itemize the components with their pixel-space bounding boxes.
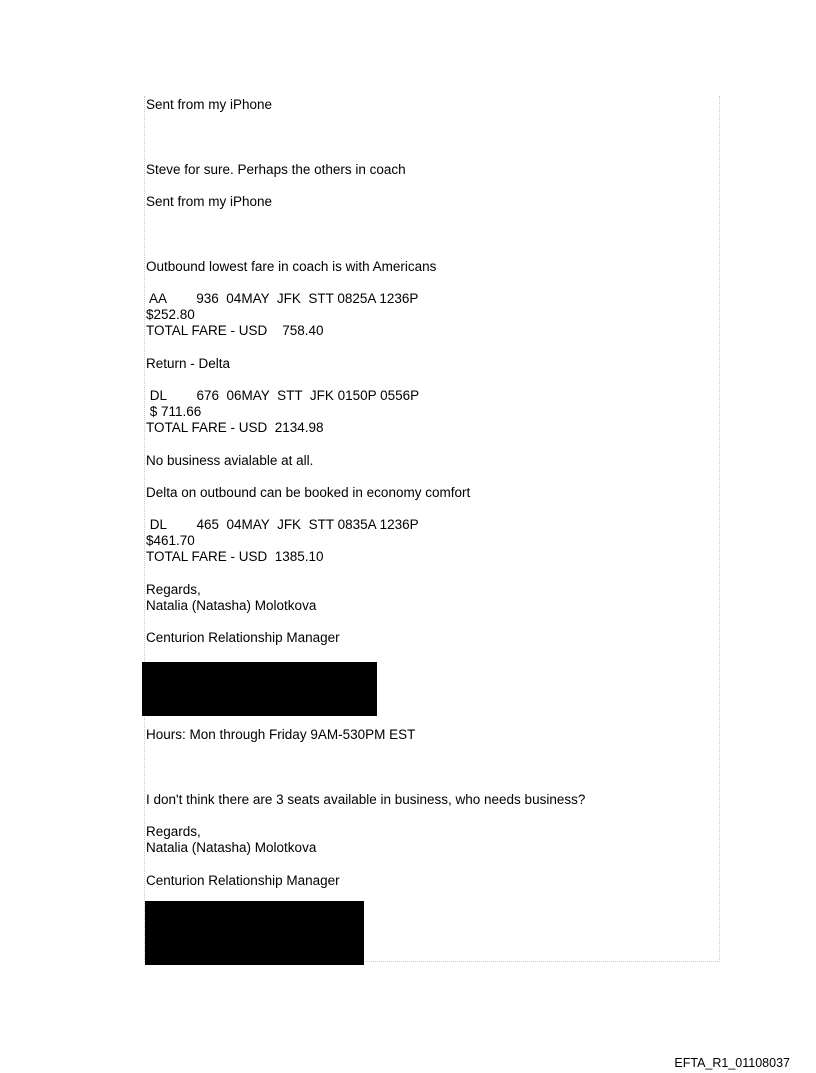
reply-steve-line: Steve for sure. Perhaps the others in coach	[146, 162, 406, 177]
outbound-intro-line: Outbound lowest fare in coach is with Americans	[146, 259, 437, 274]
signature-name: Natalia (Natasha) Molotkova	[146, 840, 317, 855]
hours-line: Hours: Mon through Friday 9AM-530PM EST	[146, 727, 416, 742]
signature-title: Centurion Relationship Manager	[146, 630, 340, 645]
flight-dl-return-price: $ 711.66	[146, 404, 202, 419]
no-business-line: No business avialable at all.	[146, 453, 314, 468]
sent-from-iphone-line: Sent from my iPhone	[146, 194, 273, 209]
flight-dl-outbound-total: TOTAL FARE - USD 1385.10	[146, 549, 324, 564]
flight-dl-outbound-price: $461.70	[146, 533, 195, 548]
flight-dl-return-itinerary: DL 676 06MAY STT JFK 0150P 0556P	[146, 388, 420, 403]
delta-comfort-line: Delta on outbound can be booked in economy comfort	[146, 485, 471, 500]
signature-regards: Regards,	[146, 824, 201, 839]
flight-aa-price: $252.80	[146, 307, 195, 322]
redaction-box	[142, 662, 377, 716]
flight-aa-total: TOTAL FARE - USD 758.40	[146, 323, 324, 338]
signature-name: Natalia (Natasha) Molotkova	[146, 598, 317, 613]
sent-from-iphone-line: Sent from my iPhone	[146, 97, 273, 112]
signature-title: Centurion Relationship Manager	[146, 873, 340, 888]
flight-dl-outbound-itinerary: DL 465 04MAY JFK STT 0835A 1236P	[146, 517, 419, 532]
business-question-line: I don't think there are 3 seats available in business, who needs business?	[146, 792, 586, 807]
message-border-right	[719, 96, 720, 962]
signature-regards: Regards,	[146, 582, 201, 597]
redaction-box	[145, 901, 364, 965]
document-id: EFTA_R1_01108037	[674, 1056, 790, 1070]
return-intro-line: Return - Delta	[146, 356, 231, 371]
flight-aa-itinerary: AA 936 04MAY JFK STT 0825A 1236P	[146, 291, 419, 306]
flight-dl-return-total: TOTAL FARE - USD 2134.98	[146, 420, 324, 435]
message-border-left	[144, 96, 145, 962]
